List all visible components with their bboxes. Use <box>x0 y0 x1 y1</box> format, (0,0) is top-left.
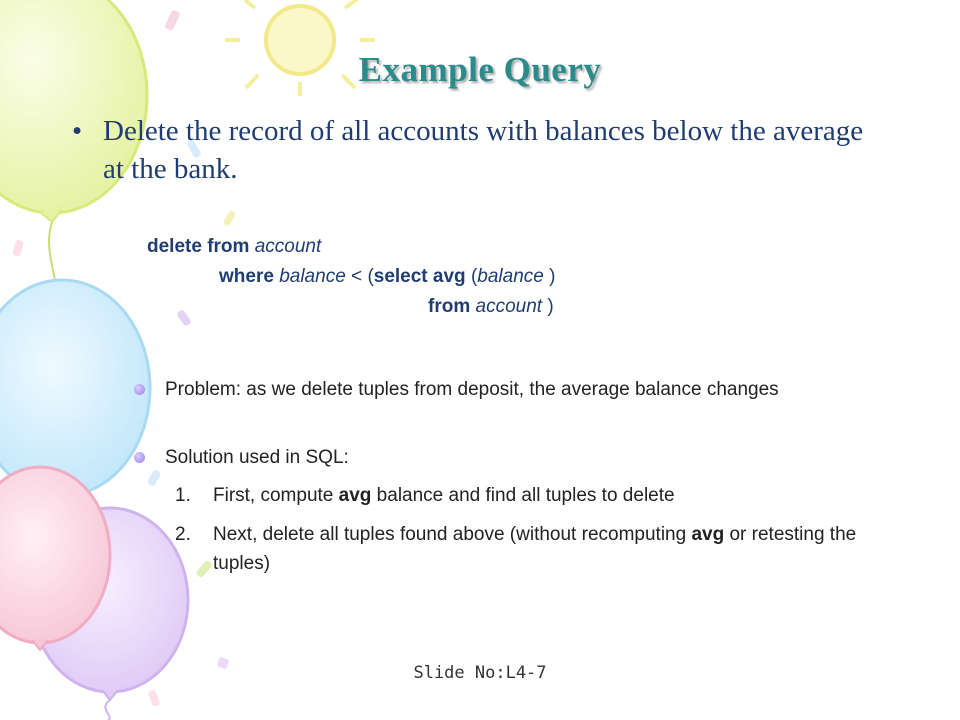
main-bullet <box>72 112 872 188</box>
sql-relation: account <box>475 296 543 317</box>
sub-bullet-solution <box>134 443 894 472</box>
item-text <box>213 520 915 578</box>
sql-keyword: from <box>428 296 471 317</box>
sql-paren: ) <box>547 296 554 317</box>
sql-keyword: select avg <box>373 266 466 287</box>
slide-title: Example Query <box>358 50 602 89</box>
circle-bullet-icon <box>134 384 145 395</box>
sql-relation: account <box>254 236 322 257</box>
sub-bullet-text: Problem: as we delete tuples from deposit, the average balance changes <box>165 379 779 400</box>
numbered-item-1 <box>175 481 915 510</box>
main-bullet-text: Delete the record of all accounts with balances below the average at the bank. <box>103 115 864 185</box>
item-text-part: Next, delete all tuples found above (without recomputing <box>213 524 692 545</box>
sql-operator: < <box>351 266 363 287</box>
item-text-part: balance and find all tuples to delete <box>371 485 675 506</box>
item-number: 2. <box>175 524 191 545</box>
item-text-part: or retesting the tuples) <box>213 524 857 574</box>
item-text <box>213 481 915 510</box>
sql-paren: ) <box>549 266 556 287</box>
sql-line-1 <box>147 236 321 258</box>
sql-paren: ( <box>470 266 478 287</box>
sql-keyword: delete from <box>147 236 250 257</box>
sql-paren: ( <box>367 266 374 287</box>
circle-bullet-icon <box>134 452 145 463</box>
slide-number: Slide No:L4-7 <box>413 663 547 683</box>
item-number: 1. <box>175 485 191 506</box>
bullet-marker: • <box>72 115 83 147</box>
sql-attribute: balance <box>477 266 544 287</box>
item-keyword: avg <box>338 485 372 506</box>
sub-bullet-problem <box>134 375 894 404</box>
sub-bullet-text: Solution used in SQL: <box>165 447 349 468</box>
numbered-item-2 <box>175 520 915 578</box>
item-keyword: avg <box>691 524 725 545</box>
sql-line-3 <box>428 296 554 318</box>
sql-attribute: balance <box>279 266 346 287</box>
sql-keyword: where <box>219 266 274 287</box>
item-text-part: First, compute <box>213 485 339 506</box>
sql-line-2 <box>219 266 555 288</box>
